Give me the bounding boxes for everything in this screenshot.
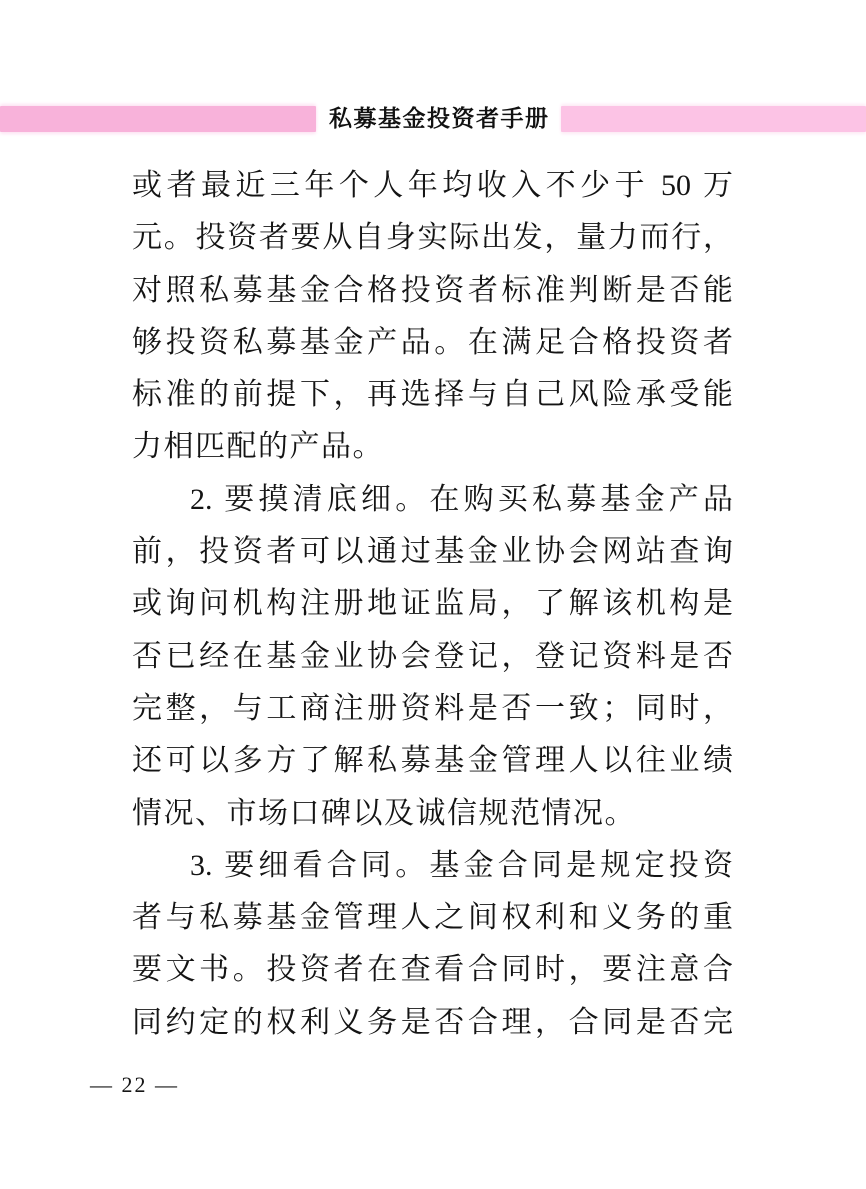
body-line: 3. 要细看合同。基金合同是规定投资 — [190, 848, 733, 882]
body-line: 同约定的权利义务是否合理，合同是否完 — [132, 1005, 733, 1039]
body-line: 还可以多方了解私募基金管理人以往业绩 — [132, 744, 733, 778]
running-head — [0, 106, 866, 132]
body-line: 2. 要摸清底细。在购买私募基金产品 — [190, 482, 733, 516]
body-line: 者与私募基金管理人之间权利和义务的重 — [132, 901, 733, 935]
page-number: — 22 — — [90, 1072, 179, 1097]
header-bar-right — [561, 106, 866, 132]
body-text — [132, 160, 733, 1049]
body-line: 否已经在基金业协会登记，登记资料是否 — [132, 639, 733, 673]
body-line: 前，投资者可以通过基金业协会网站查询 — [132, 535, 733, 569]
body-line: 元。投资者要从自身实际出发，量力而行， — [132, 221, 733, 255]
body-line: 够投资私募基金产品。在满足合格投资者 — [132, 325, 733, 359]
header-bar-left — [0, 106, 316, 132]
body-line: 对照私募基金合格投资者标准判断是否能 — [132, 273, 733, 307]
body-line: 完整，与工商注册资料是否一致；同时， — [132, 691, 733, 725]
body-line: 要文书。投资者在查看合同时，要注意合 — [132, 953, 733, 987]
body-line: 或询问机构注册地证监局，了解该机构是 — [132, 587, 733, 621]
body-line: 标准的前提下，再选择与自己风险承受能 — [132, 378, 733, 412]
body-line: 或者最近三年个人年均收入不少于 50 万 — [132, 169, 733, 202]
page-header-title: 私募基金投资者手册 — [329, 106, 550, 131]
body-line: 力相匹配的产品。 — [132, 430, 384, 464]
body-line: 情况、市场口碑以及诚信规范情况。 — [132, 796, 636, 830]
